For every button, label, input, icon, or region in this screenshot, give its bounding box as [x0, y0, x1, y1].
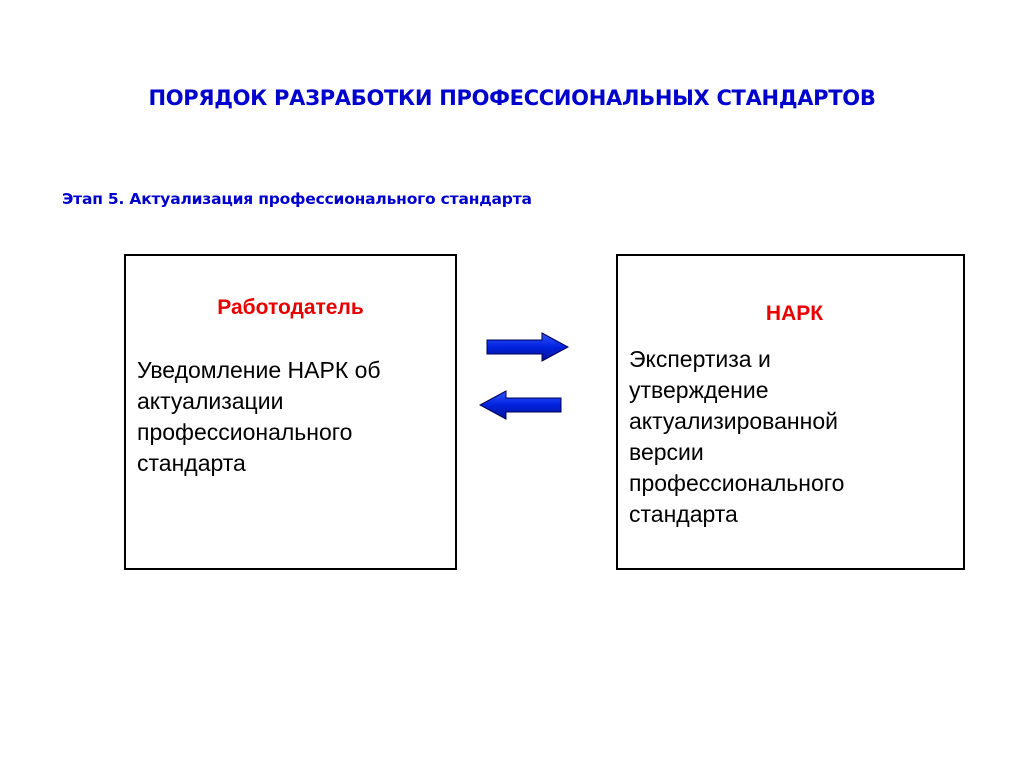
employer-description-line: профессионального [137, 419, 353, 445]
employer-description-line: актуализации [137, 388, 284, 414]
employer-description [137, 355, 452, 479]
nark-description-line: Экспертиза и [629, 346, 771, 372]
nark-box [616, 254, 965, 570]
nark-description-line: актуализированной [629, 408, 838, 434]
nark-description-line: стандарта [629, 501, 738, 527]
nark-description-line: версии [629, 439, 704, 465]
nark-description [629, 344, 959, 530]
stage-subtitle: Этап 5. Актуализация профессионального стандарта [62, 190, 532, 208]
arrow-right-icon [486, 332, 570, 362]
employer-description-line: Уведомление НАРК об [137, 357, 381, 383]
nark-heading: НАРК [765, 302, 824, 325]
slide-title: ПОРЯДОК РАЗРАБОТКИ ПРОФЕССИОНАЛЬНЫХ СТАНДАРТОВ [148, 86, 876, 110]
employer-box [124, 254, 457, 570]
arrow-left-icon [478, 390, 562, 420]
nark-description-line: профессионального [629, 470, 845, 496]
employer-description-line: стандарта [137, 450, 246, 476]
nark-description-line: утверждение [629, 377, 769, 403]
employer-heading: Работодатель [217, 296, 364, 319]
